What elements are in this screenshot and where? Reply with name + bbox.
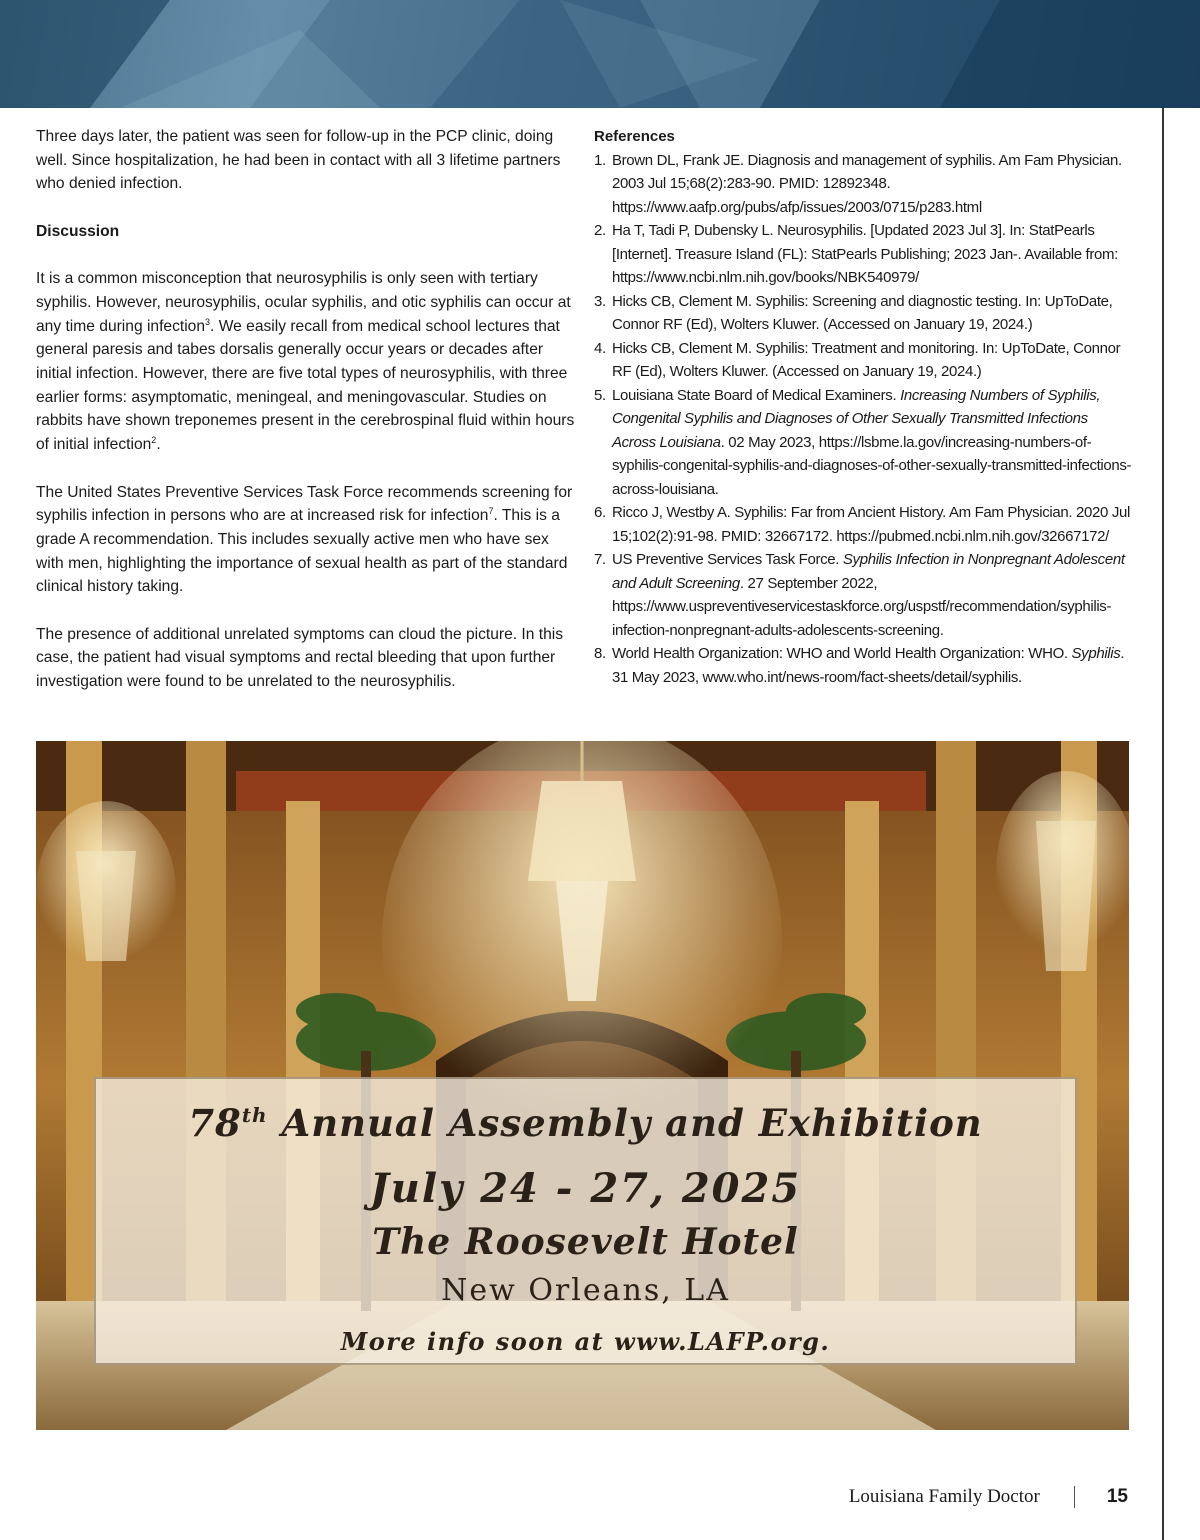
page-footer [849,1486,1128,1508]
discussion-heading: Discussion [36,222,120,240]
event-announcement-panel [94,1077,1077,1365]
reference-item: 7. US Preventive Services Task Force. Syphilis Infection in Nonpregnant Adolescent and Adult Screening. 27 September 2022, https://www.uspreventiveservicestaskforce.org/uspstf/recommendation/syphilis-infection-nonpregnant-adults-adolescents-screening. [594,551,1125,639]
discussion-paragraph-3: The presence of additional unrelated symptoms can cloud the picture. In this case, the patient had visual symptoms and rectal bleeding that upon further investigation were found to be unrelated to the neurosyphilis. [36,625,564,691]
header-banner [0,0,1200,108]
page-edge-rule [1162,108,1164,1540]
footer-divider [1074,1486,1075,1508]
reference-item: 4. Hicks CB, Clement M. Syphilis: Treatment and monitoring. In: UpToDate, Connor RF (Ed), Wolters Kluwer. (Accessed on January 19, 2024.) [594,339,1121,380]
discussion-paragraph-1: It is a common misconception that neurosyphilis is only seen with tertiary syphilis. However, neurosyphilis, ocular syphilis, and otic syphilis can occur at any time during infection$^3$. We easily recall from medical school lectures that general paresis and tabes dorsalis generally occur years or decades after initial infection. However, there are five total types of neurosyphilis, with three earlier forms: asymptomatic, meningeal, and meningovascular. Studies on rabbits have shown treponemes present in the cerebrospinal fluid within hours of initial infection$^2$. [36,270,575,454]
hotel-lobby-ad [36,741,1129,1430]
references-heading: References [594,128,675,145]
banner-pattern [0,0,1200,108]
event-more-info: More info soon at www.LAFP.org. [340,1327,831,1356]
event-dates: July 24 - 27, 2025 [369,1165,802,1212]
followup-paragraph: Three days later, the patient was seen for follow-up in the PCP clinic, doing well. Since hospitalization, he had been in contact with all 3 lifetime partners who denied infection. [36,128,561,193]
left-column [36,125,576,718]
reference-item: 6. Ricco J, Westby A. Syphilis: Far from Ancient History. Am Fam Physician. 2020 Jul 15;102(2):91-98. PMID: 32667172. https://pubmed.ncbi.nlm.nih.gov/32667172/ [594,504,1130,545]
references-column [594,125,1134,689]
event-title: 78th Annual Assembly and Exhibition [188,1101,983,1145]
reference-item: 3. Hicks CB, Clement M. Syphilis: Screening and diagnostic testing. In: UpToDate, Connor RF (Ed), Wolters Kluwer. (Accessed on January 19, 2024.) [594,292,1113,333]
reference-item: 1. Brown DL, Frank JE. Diagnosis and management of syphilis. Am Fam Physician. 2003 Jul 15;68(2):283-90. PMID: 12892348. https://www.aafp.org/pubs/afp/issues/2003/0715/p283.html [594,151,1122,216]
reference-item: 5. Louisiana State Board of Medical Examiners. Increasing Numbers of Syphilis, Congenital Syphilis and Diagnoses of Other Sexually Transmitted Infections Across Louisiana. 02 May 2023, https://lsbme.la.gov/increasing-numbers-of-syphilis-congenital-syphilis-and-diagnoses-of-other-sexually-transmitted-infections-across-louisiana. [594,386,1132,498]
discussion-paragraph-2: The United States Preventive Services Task Force recommends screening for syphilis infection in persons who are at increased risk for infection$^7$. This is a grade A recommendation. This includes sexually active men who have sex with men, highlighting the importance of sexual health as part of the standard clinical history taking. [36,483,573,596]
event-venue: The Roosevelt Hotel [372,1221,799,1263]
reference-item: 2. Ha T, Tadi P, Dubensky L. Neurosyphilis. [Updated 2023 Jul 3]. In: StatPearls [Internet]. Treasure Island (FL): StatPearls Publishing; 2023 Jan-. Available from: https://www.ncbi.nlm.nih.gov/books/NBK540979/ [594,222,1118,286]
publication-name: Louisiana Family Doctor [848,1486,1040,1507]
reference-item: 8. World Health Organization: WHO and World Health Organization: WHO. Syphilis. 31 May 2023, www.who.int/news-room/fact-sheets/detail/syphilis. [594,645,1125,686]
page-number: 15 [1106,1486,1128,1507]
event-city: New Orleans, LA [441,1273,730,1308]
